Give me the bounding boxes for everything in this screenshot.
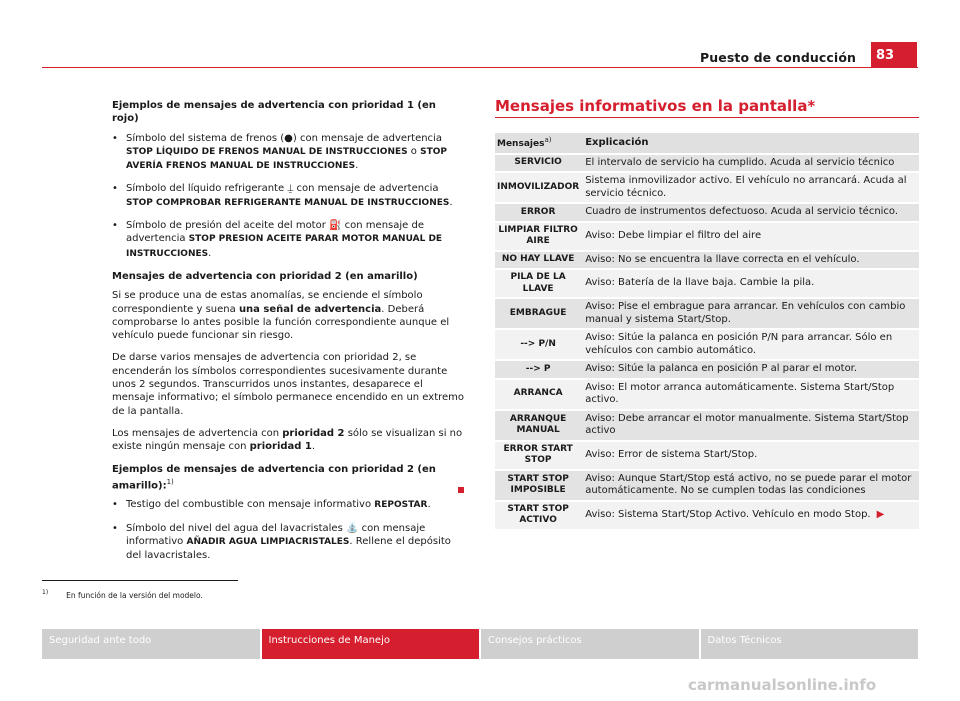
footnote-rule	[42, 580, 238, 581]
bullet-text: con mensaje de advertencia	[300, 132, 442, 144]
left-column	[112, 99, 466, 572]
column-header-explanation: Explicación	[581, 133, 919, 153]
footnote-ref: 1)	[166, 477, 174, 486]
footnote-text: En función de la versión del modelo.	[66, 590, 203, 600]
message-explanation: Aviso: El motor arranca automáticamente. Sistema Start/Stop activo.	[581, 380, 919, 409]
message-key: INMOVILIZADOR	[495, 173, 581, 202]
table-row	[495, 330, 919, 359]
table-row	[495, 252, 919, 269]
warning-message: STOP COMPROBAR REFRIGERANTE MANUAL DE INSTRUCCIONES	[126, 197, 450, 208]
section-rule	[495, 117, 919, 118]
table-row	[495, 471, 919, 500]
message-key: START STOP ACTIVO	[495, 502, 581, 529]
table-row	[495, 223, 919, 250]
bullet-text: con mensaje informativo	[126, 522, 426, 548]
message-key: EMBRAGUE	[495, 299, 581, 328]
emphasis: prioridad 2	[282, 427, 345, 439]
priority2-paragraph: Si se produce una de estas anomalías, se enciende el símbolo correspondiente y suena una señal de advertencia. Deberá comprobarse lo antes posible la función correspondiente aunque el vehículo puede funcionar sin riesgo.	[112, 290, 450, 342]
footer-tab-practical-tips[interactable]: Consejos prácticos	[481, 629, 699, 659]
table-row	[495, 442, 919, 469]
continue-arrow-icon: ▶	[876, 508, 885, 520]
table-header-row	[495, 133, 919, 153]
washer-fluid-icon: ⛲	[345, 522, 359, 534]
message-explanation: Cuadro de instrumentos defectuoso. Acuda al servicio técnico.	[581, 204, 919, 221]
bullet-text: con mensaje de advertencia	[126, 220, 424, 245]
table-row	[495, 299, 919, 328]
emphasis: prioridad 1	[249, 441, 312, 453]
info-message: REPOSTAR	[374, 500, 428, 511]
messages-table	[495, 131, 919, 531]
table-row	[495, 502, 919, 529]
page-header-title: Puesto de conducción	[700, 50, 857, 65]
footnote-mark: 1)	[42, 589, 49, 596]
bullet-oil: • Símbolo de presión del aceite del motor ⛽ con mensaje de advertencia STOP PRESION ACEITE PARAR MOTOR MANUAL DE INSTRUCCIONES.	[112, 219, 466, 261]
table-row	[495, 270, 919, 297]
priority-display-paragraph: Los mensajes de advertencia con prioridad 2 sólo se visualizan si no existe ningún mensaje con prioridad 1.	[112, 427, 463, 453]
emphasis: una señal de advertencia	[238, 303, 382, 315]
message-explanation: Aviso: No se encuentra la llave correcta en el vehículo.	[581, 252, 919, 269]
bullet-fuel: • Testigo del combustible con mensaje informativo REPOSTAR.	[112, 498, 466, 512]
info-message: AÑADIR AGUA LIMPIACRISTALES	[186, 537, 350, 548]
brake-icon: (●)	[280, 132, 297, 144]
table-row	[495, 204, 919, 221]
table-row	[495, 411, 919, 440]
bullet-brakes: • Símbolo del sistema de frenos (●) con mensaje de advertencia STOP LÍQUIDO DE FRENOS MANUAL DE INSTRUCCIONES o STOP AVERÍA FRENOS MANUAL DE INSTRUCCIONES.	[112, 132, 466, 174]
message-explanation: Aviso: Pise el embrague para arrancar. En vehículos con cambio manual y sistema Start/Stop.	[581, 299, 919, 328]
message-explanation: Aviso: Sitúe la palanca en posición P al parar el motor.	[581, 361, 919, 378]
warning-message: STOP PRESION ACEITE PARAR MOTOR MANUAL DE INSTRUCCIONES	[126, 234, 443, 259]
footer-tab-operating-instructions[interactable]: Instrucciones de Manejo	[262, 629, 480, 659]
bullet-text: o	[410, 145, 417, 157]
message-key: LIMPIAR FILTRO AIRE	[495, 223, 581, 250]
message-explanation: Aviso: Aunque Start/Stop está activo, no se puede parar el motor automáticamente. No se cumplen todas las condiciones	[581, 471, 919, 500]
footer-nav	[42, 629, 918, 659]
message-explanation: Aviso: Debe limpiar el filtro del aire	[581, 223, 919, 250]
message-key: ARRANCA	[495, 380, 581, 409]
bullet-dot: •	[112, 132, 118, 144]
warning-message: STOP LÍQUIDO DE FRENOS MANUAL DE INSTRUCCIONES	[126, 146, 408, 157]
message-key: ARRANQUE MANUAL	[495, 411, 581, 440]
message-explanation: Aviso: Sistema Start/Stop Activo. Vehículo en modo Stop. ▶	[581, 502, 919, 529]
message-key: ERROR START STOP	[495, 442, 581, 469]
footnote	[42, 589, 203, 600]
bullet-dot: •	[112, 220, 118, 232]
priority2-examples-heading: Ejemplos de mensajes de advertencia con prioridad 2 (en amarillo):$^{1)}$	[112, 463, 436, 492]
message-key: --> P/N	[495, 330, 581, 359]
message-key: NO HAY LLAVE	[495, 252, 581, 269]
bullet-dot: •	[112, 183, 118, 195]
section-end-marker	[458, 487, 464, 493]
priority2-heading: Mensajes de advertencia con prioridad 2 (en amarillo)	[112, 270, 418, 282]
header-rule	[42, 67, 918, 68]
message-explanation: Aviso: Debe arrancar el motor manualmente. Sistema Start/Stop activo	[581, 411, 919, 440]
bullet-washer: • Símbolo del nivel del agua del lavacristales ⛲ con mensaje informativo AÑADIR AGUA LIMPIACRISTALES. Rellene el depósito del lavacristales.	[112, 522, 451, 562]
bullet-dot: •	[112, 522, 118, 534]
warning-message: STOP AVERÍA FRENOS MANUAL DE INSTRUCCIONES	[126, 146, 447, 172]
table-row	[495, 155, 919, 172]
footer-tab-safety[interactable]: Seguridad ante todo	[42, 629, 260, 659]
bullet-text: Símbolo de presión del aceite del motor	[126, 220, 326, 232]
message-explanation: Sistema inmovilizador activo. El vehículo no arrancará. Acuda al servicio técnico.	[581, 173, 919, 202]
bullet-text: Testigo del combustible con mensaje informativo	[126, 499, 372, 511]
watermark: carmanualsonline.info	[688, 676, 877, 694]
footer-tab-technical-data[interactable]: Datos Técnicos	[701, 629, 919, 659]
message-key: PILA DE LA LLAVE	[495, 270, 581, 297]
table-row	[495, 380, 919, 409]
bullet-text: con mensaje de advertencia	[296, 183, 439, 195]
message-explanation: El intervalo de servicio ha cumplido. Acuda al servicio técnico	[581, 155, 919, 172]
section-title: Mensajes informativos en la pantalla*	[495, 97, 816, 115]
message-key: --> P	[495, 361, 581, 378]
bullet-dot: •	[112, 499, 118, 511]
priority1-heading: Ejemplos de mensajes de advertencia con prioridad 1 (en rojo)	[112, 100, 436, 125]
table-row	[495, 361, 919, 378]
coolant-icon: ⍊	[287, 183, 294, 195]
oil-can-icon: ⛽	[329, 220, 342, 232]
message-explanation: Aviso: Sitúe la palanca en posición P/N para arrancar. Sólo en vehículos con cambio automático.	[581, 330, 919, 359]
bullet-coolant: • Símbolo del líquido refrigerante ⍊ con mensaje de advertencia STOP COMPROBAR REFRIGERANTE MANUAL DE INSTRUCCIONES.	[112, 182, 466, 210]
message-key: START STOP IMPOSIBLE	[495, 471, 581, 500]
footnote-ref: a)	[544, 136, 552, 144]
table-row	[495, 173, 919, 202]
page-number: 83	[871, 42, 917, 68]
message-key: ERROR	[495, 204, 581, 221]
bullet-text: Símbolo del nivel del agua del lavacristales	[126, 522, 343, 534]
message-key: SERVICIO	[495, 155, 581, 172]
column-header-messages: Mensajes$^{a)}$	[495, 133, 581, 153]
message-explanation: Aviso: Error de sistema Start/Stop.	[581, 442, 919, 469]
multiple-warnings-paragraph: De darse varios mensajes de advertencia con prioridad 2, se encenderán los símbolos correspondientes sucesivamente durante unos 2 segundos. Transcurridos unos instantes, desaparece el mensaje informativo; el símbolo permanece encendido en un extremo de la pantalla.	[112, 352, 465, 417]
message-explanation: Aviso: Batería de la llave baja. Cambie la pila.	[581, 270, 919, 297]
bullet-text: Símbolo del líquido refrigerante	[126, 183, 285, 195]
bullet-text: Símbolo del sistema de frenos	[126, 132, 278, 144]
